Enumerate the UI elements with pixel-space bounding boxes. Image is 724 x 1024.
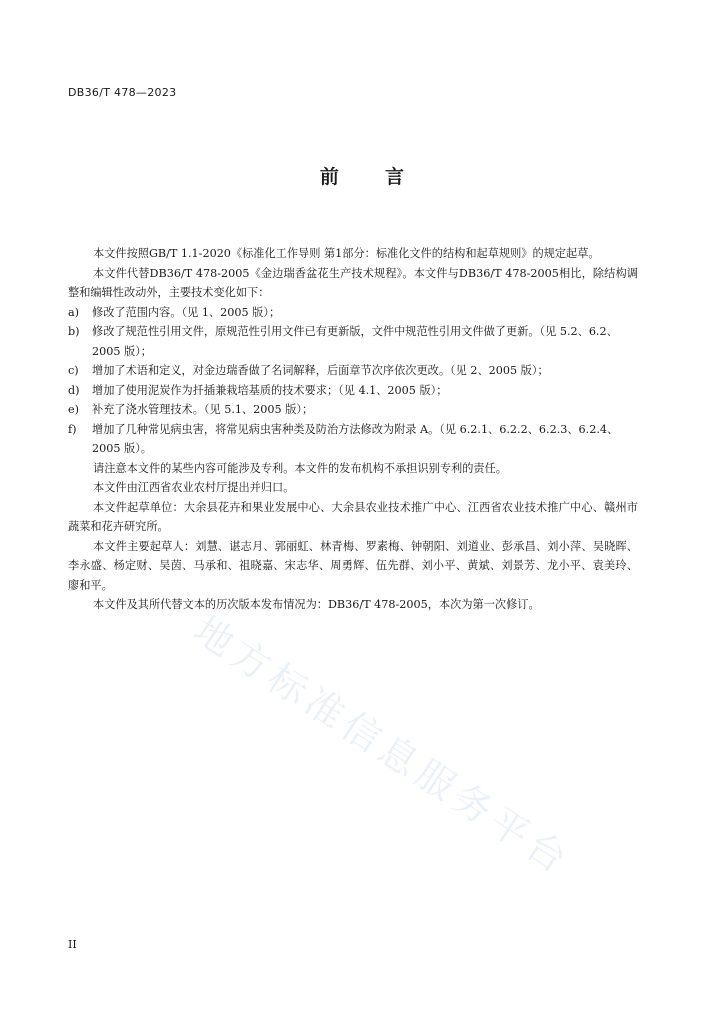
list-item-text: 增加了使用泥炭作为扦插兼栽培基质的技术要求；（见 4.1、2005 版）； xyxy=(92,383,448,397)
list-item xyxy=(68,303,638,323)
list-item xyxy=(68,322,638,361)
list-item-label: f) xyxy=(68,422,77,436)
list-item xyxy=(68,400,638,420)
list-item xyxy=(68,381,638,401)
paragraph-proposer: 本文件由江西省农业农村厅提出并归口。 xyxy=(93,481,295,494)
list-item-text: 补充了浇水管理技术。（见 5.1、2005 版）； xyxy=(92,403,314,416)
list-item-text: 增加了术语和定义，对金边瑞香做了名词解释，后面章节次序依次更改。（见 2、2005 版）； xyxy=(92,364,549,377)
document-code: DB36/T 478—2023 xyxy=(68,86,177,99)
title-char-1: 前 xyxy=(319,166,339,188)
list-item-label: d) xyxy=(68,383,80,397)
title-char-2: 言 xyxy=(385,166,405,188)
paragraph-drafters: 本文件主要起草人：刘慧、谌志月、郭丽虹、林青梅、罗素梅、钟朝阳、刘道业、彭承昌、刘小萍、吴晓晖、李永盛、杨定财、吴茵、马承和、祖晓嘉、宋志华、周勇辉、伍先群、刘小平、黄斌、刘景芳、龙小平、袁美玲、廖和平。 xyxy=(68,539,638,592)
list-item-label: c) xyxy=(68,364,79,377)
list-item xyxy=(68,420,638,459)
list-item-text: 增加了几种常见病虫害，将常见病虫害种类及防治方法修改为附录 A。（见 6.2.1、6.2.2、6.2.3、6.2.4、2005 版）。 xyxy=(92,422,619,455)
page-title xyxy=(0,162,724,189)
paragraph-replacement: 本文件代替DB36/T 478-2005《金边瑞香盆花生产技术规程》。本文件与DB36/T 478-2005相比，除结构调整和编辑性改动外，主要技术变化如下： xyxy=(68,266,638,299)
paragraph-drafting-rules: 本文件按照GB/T 1.1-2020《标准化工作导则 第1部分：标准化文件的结构和起草规则》的规定起草。 xyxy=(93,247,600,260)
foreword-body xyxy=(68,244,638,615)
list-item-label: b) xyxy=(68,325,80,338)
watermark: 地方标准信息服务平台 xyxy=(186,607,580,885)
paragraph-version-history: 本文件及其所代替文本的历次版本发布情况为：DB36/T 478-2005，本次为第一次修订。 xyxy=(93,598,540,611)
paragraph-patent-notice: 请注意本文件的某些内容可能涉及专利。本文件的发布机构不承担识别专利的责任。 xyxy=(93,461,507,475)
page-number: II xyxy=(68,938,77,951)
list-item-text: 修改了规范性引用文件，原规范性引用文件已有更新版，文件中规范性引用文件做了更新。（见 5.2、6.2、2005 版）； xyxy=(92,325,618,358)
paragraph-drafting-units: 本文件起草单位：大余县花卉和果业发展中心、大余县农业技术推广中心、江西省农业技术推广中心、赣州市蔬菜和花卉研究所。 xyxy=(68,500,638,533)
list-item-label: e) xyxy=(68,403,79,416)
list-item xyxy=(68,361,638,381)
changes-list xyxy=(68,303,638,459)
list-item-text: 修改了范围内容。（见 1、2005 版）； xyxy=(92,305,281,319)
list-item-label: a) xyxy=(68,305,80,319)
